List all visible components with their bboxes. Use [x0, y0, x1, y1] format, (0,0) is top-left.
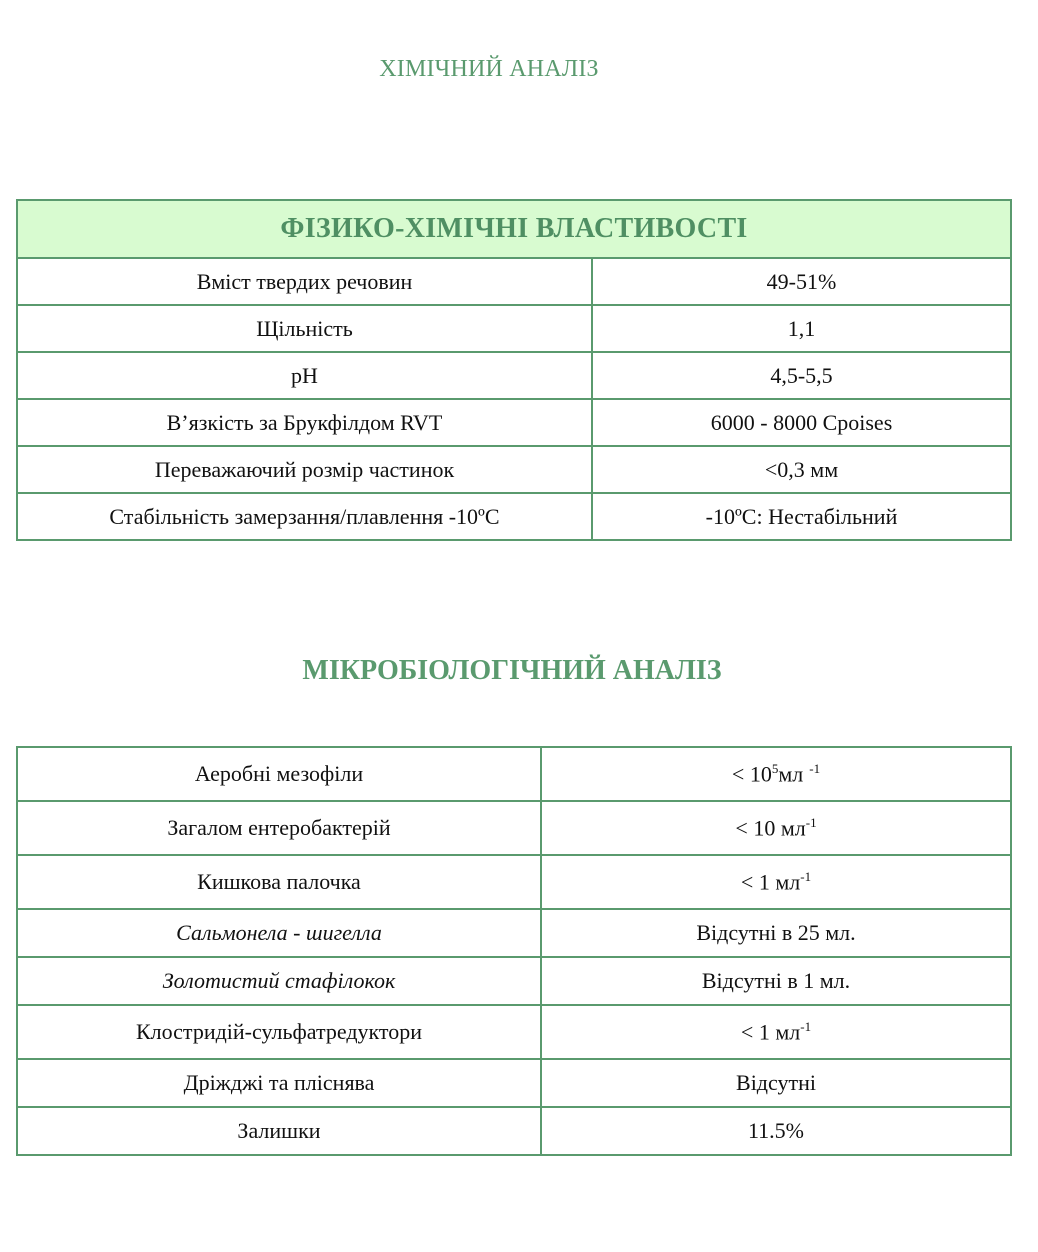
value-prefix: < 10 мл	[735, 815, 806, 841]
physico-chemical-table	[16, 199, 1012, 541]
value-prefix: < 10	[731, 761, 772, 787]
property-cell: Переважаючий розмір частинок	[17, 446, 592, 493]
table-row	[17, 305, 1011, 352]
value-cell	[541, 855, 1011, 909]
value-cell: Відсутні	[541, 1059, 1011, 1107]
table-row	[17, 258, 1011, 305]
value-cell: 6000 - 8000 Cpoises	[592, 399, 1011, 446]
table-row	[17, 747, 1011, 801]
value-prefix: < 1 мл	[740, 869, 801, 895]
property-cell: Залишки	[17, 1107, 541, 1155]
table-row	[17, 909, 1011, 957]
microbiological-title: МІКРОБІОЛОГІЧНИЙ АНАЛІЗ	[302, 655, 722, 686]
table-header-row	[17, 200, 1011, 258]
value-unit-exponent: -1	[809, 760, 821, 776]
property-cell: Золотистий стафілокок	[17, 957, 541, 1005]
value-cell	[541, 747, 1011, 801]
property-cell: Вміст твердих речовин	[17, 258, 592, 305]
property-cell: Стабільність замерзання/плавлення -10ºC	[17, 493, 592, 540]
value-prefix: < 1 мл	[740, 1019, 801, 1045]
physico-chemical-title: ФІЗИКО-ХІМІЧНІ ВЛАСТИВОСТІ	[17, 200, 1011, 258]
table-row	[17, 399, 1011, 446]
table-row	[17, 855, 1011, 909]
property-cell: pH	[17, 352, 592, 399]
value-unit-exponent: -1	[800, 868, 812, 884]
page-title: ХІМІЧНИЙ АНАЛІЗ	[379, 56, 599, 82]
value-cell	[541, 801, 1011, 855]
value-unit-exponent: -1	[800, 1018, 812, 1034]
value-cell: Відсутні в 25 мл.	[541, 909, 1011, 957]
value-cell: 11.5%	[541, 1107, 1011, 1155]
property-cell: Щільність	[17, 305, 592, 352]
value-cell	[541, 1005, 1011, 1059]
table-row	[17, 352, 1011, 399]
property-cell: Кишкова палочка	[17, 855, 541, 909]
value-cell: 1,1	[592, 305, 1011, 352]
property-cell: Дріжджі та пліснява	[17, 1059, 541, 1107]
value-unit: мл	[778, 761, 804, 787]
table-row	[17, 801, 1011, 855]
value-cell: <0,3 мм	[592, 446, 1011, 493]
table-row	[17, 957, 1011, 1005]
property-cell: Загалом ентеробактерій	[17, 801, 541, 855]
value-cell: 49-51%	[592, 258, 1011, 305]
table-row	[17, 493, 1011, 540]
value-cell: 4,5-5,5	[592, 352, 1011, 399]
table-row	[17, 446, 1011, 493]
microbiological-table	[16, 746, 1012, 1156]
property-cell: Клостридій-сульфатредуктори	[17, 1005, 541, 1059]
property-cell: В’язкість за Брукфілдом RVT	[17, 399, 592, 446]
property-cell: Аеробні мезофіли	[17, 747, 541, 801]
property-cell: Сальмонела - шигелла	[17, 909, 541, 957]
value-cell: Відсутні в 1 мл.	[541, 957, 1011, 1005]
value-unit-exponent: -1	[805, 814, 817, 830]
table-row	[17, 1107, 1011, 1155]
table-row	[17, 1059, 1011, 1107]
value-cell: -10ºC: Нестабільний	[592, 493, 1011, 540]
table-row	[17, 1005, 1011, 1059]
value-exponent: 5	[771, 760, 779, 776]
